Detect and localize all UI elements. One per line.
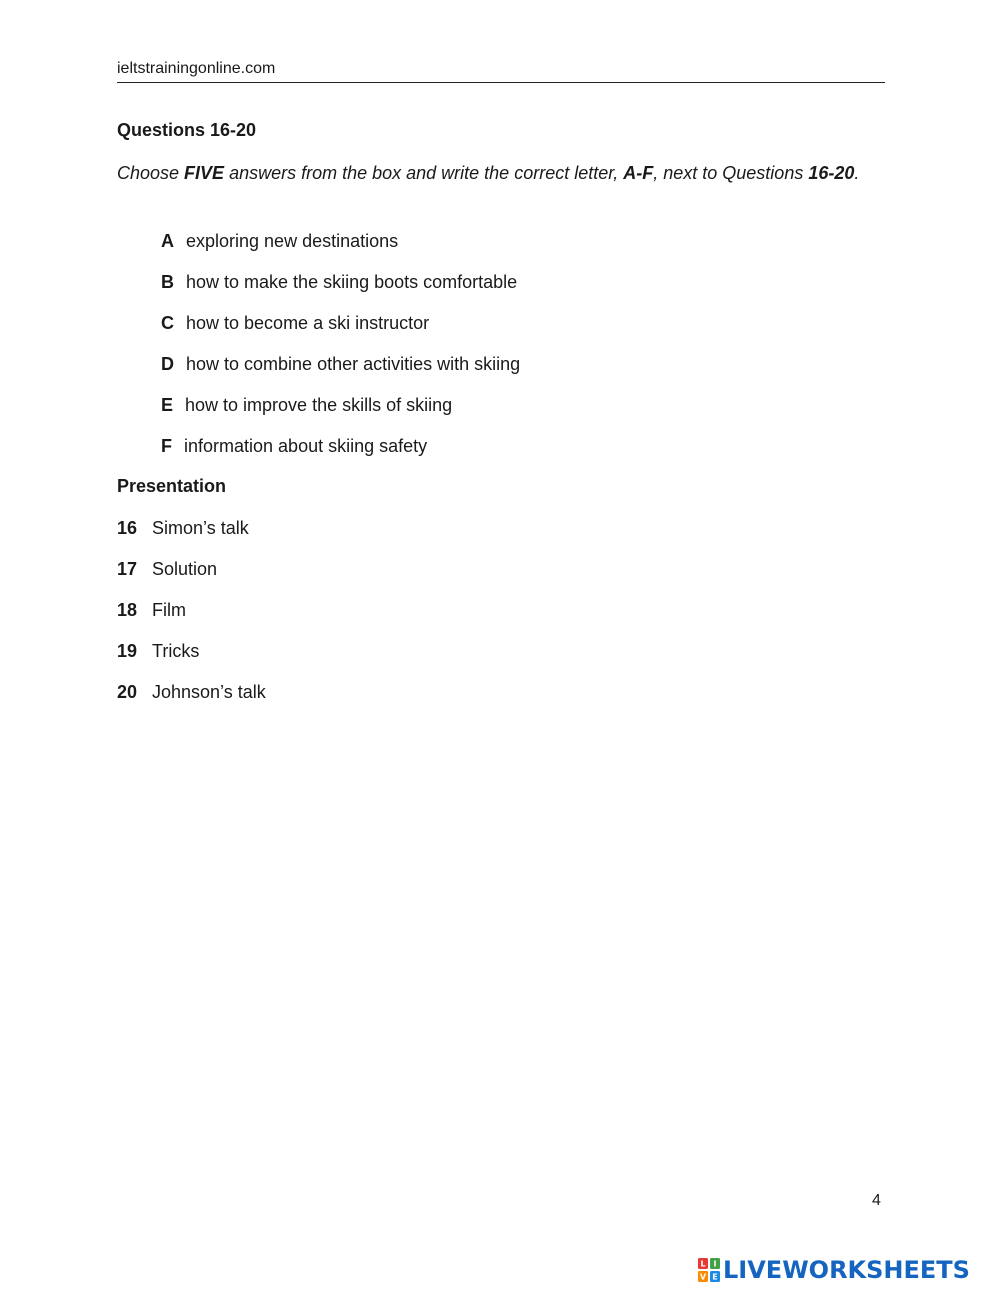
option-letter: F <box>161 436 172 456</box>
brand-name: LIVEWORKSHEETS <box>723 1256 970 1284</box>
question-text: Solution <box>152 559 218 579</box>
option-text: how to make the skiing boots comfortable <box>186 272 518 292</box>
liveworksheets-brand[interactable] <box>698 1255 970 1285</box>
svg-text:E: E <box>712 1272 718 1282</box>
question-20 <box>117 680 266 721</box>
option-letter: B <box>161 272 174 292</box>
option-a <box>161 229 520 270</box>
question-number: 16 <box>117 518 138 538</box>
question-text: Film <box>152 600 186 620</box>
instruction-text: Choose FIVE answers from the box and write the correct letter, A-F, next to Questions 16-20. <box>117 163 860 183</box>
presentation-heading: Presentation <box>117 476 227 496</box>
questions-list <box>117 516 266 721</box>
question-18 <box>117 598 266 639</box>
site-url: ieltstrainingonline.com <box>117 60 276 77</box>
option-f <box>161 434 520 475</box>
answer-options-list <box>161 229 520 475</box>
question-text: Tricks <box>152 641 200 661</box>
liveworksheets-logo-icon <box>698 1258 720 1282</box>
page-number: 4 <box>872 1192 881 1209</box>
section-title: Questions 16-20 <box>117 120 257 140</box>
option-d <box>161 352 520 393</box>
option-letter: C <box>161 313 174 333</box>
option-letter: A <box>161 231 174 251</box>
instruction-emphasis-five: FIVE <box>184 163 225 183</box>
question-text: Johnson’s talk <box>152 682 266 702</box>
option-text: how to become a ski instructor <box>186 313 430 333</box>
svg-text:V: V <box>699 1272 707 1282</box>
question-number: 18 <box>117 600 138 620</box>
question-text: Simon’s talk <box>152 518 249 538</box>
question-number: 17 <box>117 559 138 579</box>
option-text: information about skiing safety <box>184 436 428 456</box>
option-text: how to improve the skills of skiing <box>185 395 453 415</box>
option-c <box>161 311 520 352</box>
question-17 <box>117 557 266 598</box>
question-number: 20 <box>117 682 138 702</box>
svg-text:I: I <box>713 1259 717 1269</box>
question-19 <box>117 639 266 680</box>
option-letter: D <box>161 354 174 374</box>
option-e <box>161 393 520 434</box>
option-letter: E <box>161 395 174 415</box>
question-16 <box>117 516 266 557</box>
question-number: 19 <box>117 641 138 661</box>
option-b <box>161 270 520 311</box>
option-text: how to combine other activities with skiing <box>186 354 521 374</box>
instruction-emphasis-range: A-F <box>623 163 654 183</box>
page-header <box>117 60 885 83</box>
svg-text:L: L <box>700 1259 706 1269</box>
instruction-emphasis-questions: 16-20 <box>808 163 855 183</box>
option-text: exploring new destinations <box>186 231 399 251</box>
